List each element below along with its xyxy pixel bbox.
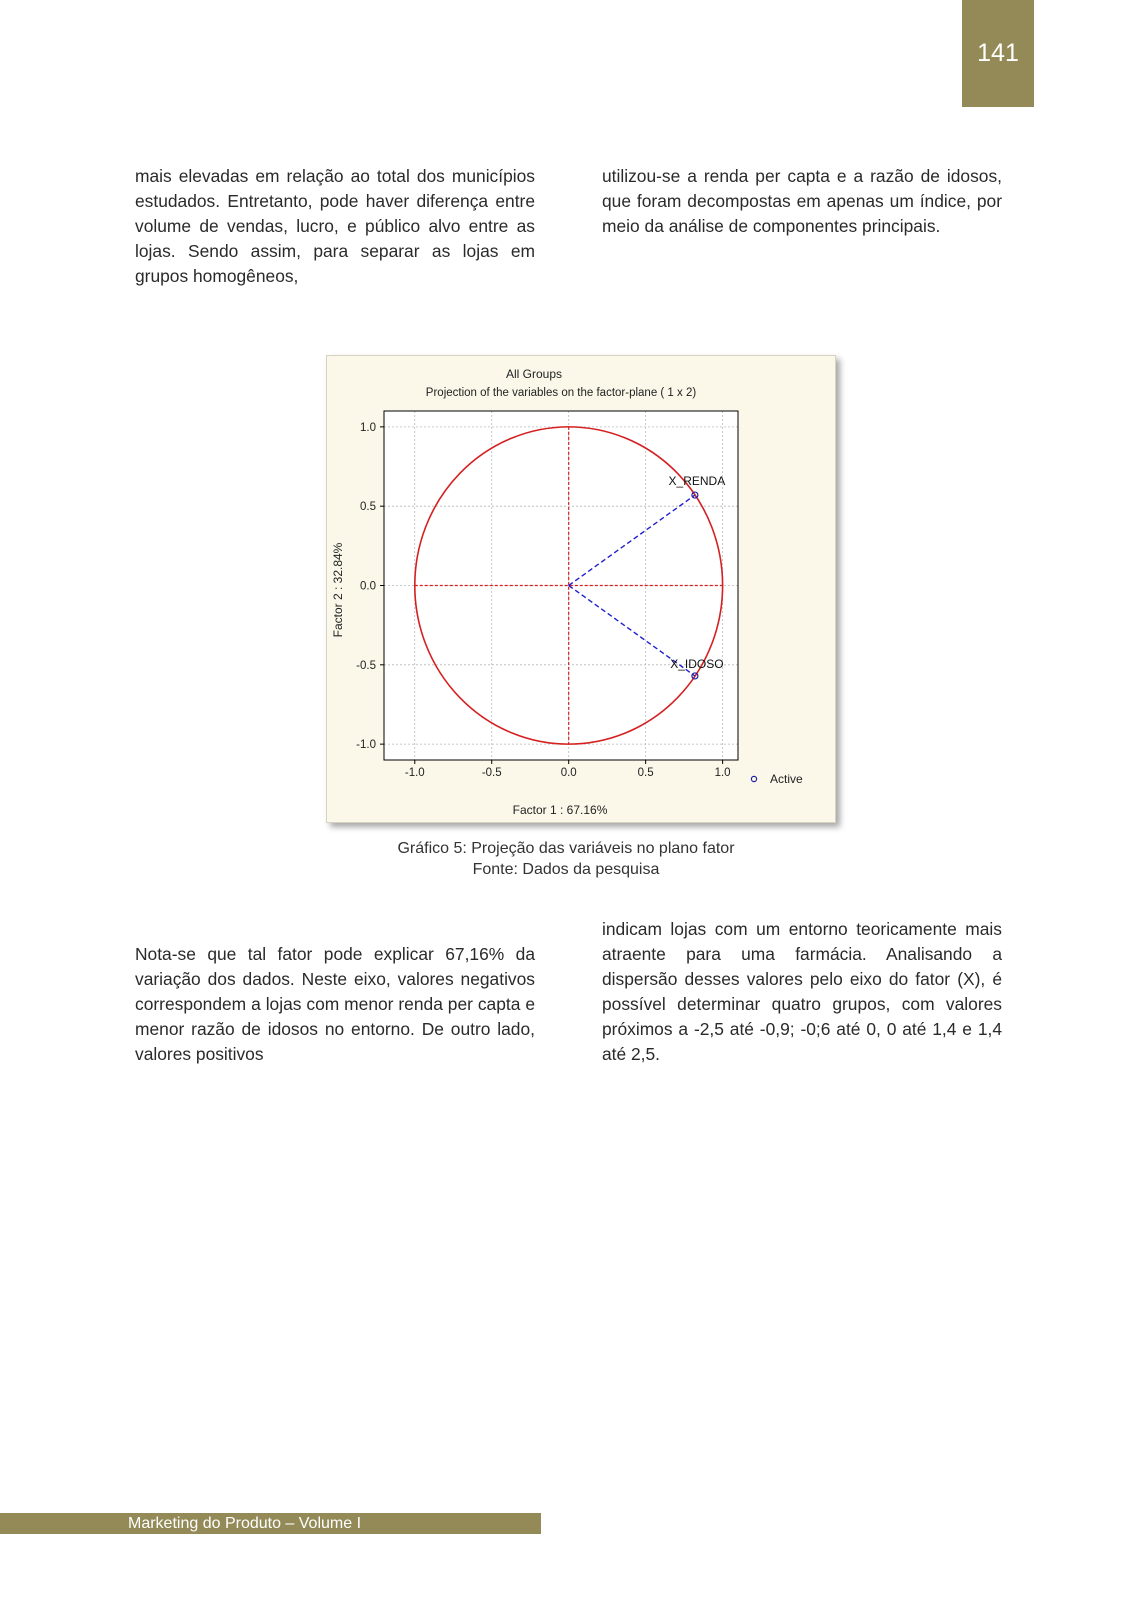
body-text-bottom-left: Nota-se que tal fator pode explicar 67,16% da variação dos dados. Neste eixo, valores negativos correspondem a lojas com menor renda per capta e menor razão de idosos no entorno. De outro lado, valores positivos (135, 944, 535, 1064)
body-text-top-right: utilizou-se a renda per capta e a razão de idosos, que foram decompostas em apenas um índice, por meio da análise de componentes principais. (602, 166, 1002, 236)
figure-caption: Gráfico 5: Projeção das variáveis no plano fator (397, 840, 735, 857)
plot-area (356, 411, 803, 786)
legend-label: Active (770, 772, 803, 786)
x-tick-label: -0.5 (481, 767, 502, 779)
page-number: 141 (962, 0, 1034, 107)
x-axis-label: Factor 1 : 67.16% (512, 803, 608, 817)
point-label: X_RENDA (668, 474, 726, 489)
body-text-top-left: mais elevadas em relação ao total dos municípios estudados. Entretanto, pode haver diferença entre volume de vendas, lucro, e público alvo entre as lojas. Sendo assim, para separar as lojas em grupos homogêneos, (135, 166, 535, 286)
x-tick-label: -1.0 (404, 767, 425, 779)
x-tick-label: 0.5 (637, 767, 654, 779)
x-tick-label: 0.0 (560, 767, 577, 779)
y-tick-label: 0.0 (360, 580, 376, 593)
body-text-bottom-right: indicam lojas com um entorno teoricamente mais atraente para uma farmácia. Analisando a dispersão desses valores pelo eixo do fator (X), é possível determinar quatro grupos, com valores próximos a -2,5 até -0,9; -0;6 até 0, 0 até 1,4 e 1,4 até 2,5. (602, 919, 1002, 1064)
y-tick-label: 0.5 (360, 501, 376, 514)
chart-subtitle: Projection of the variables on the factor-plane ( 1 x 2) (425, 387, 697, 399)
y-tick-label: -0.5 (356, 659, 376, 672)
y-axis-label: Factor 2 : 32.84% (331, 542, 345, 638)
factor-plane-chart (326, 355, 836, 823)
chart-title: All Groups (505, 367, 563, 381)
y-tick-label: -1.0 (356, 739, 376, 752)
x-tick-label: 1.0 (714, 767, 731, 779)
y-tick-label: 1.0 (360, 421, 376, 434)
figure-source: Fonte: Dados da pesquisa (472, 861, 660, 878)
footer-title: Marketing do Produto – Volume I (128, 1515, 362, 1532)
legend-marker (751, 776, 756, 781)
chart-svg (327, 356, 837, 824)
point-label: X_IDOSO (670, 656, 724, 671)
